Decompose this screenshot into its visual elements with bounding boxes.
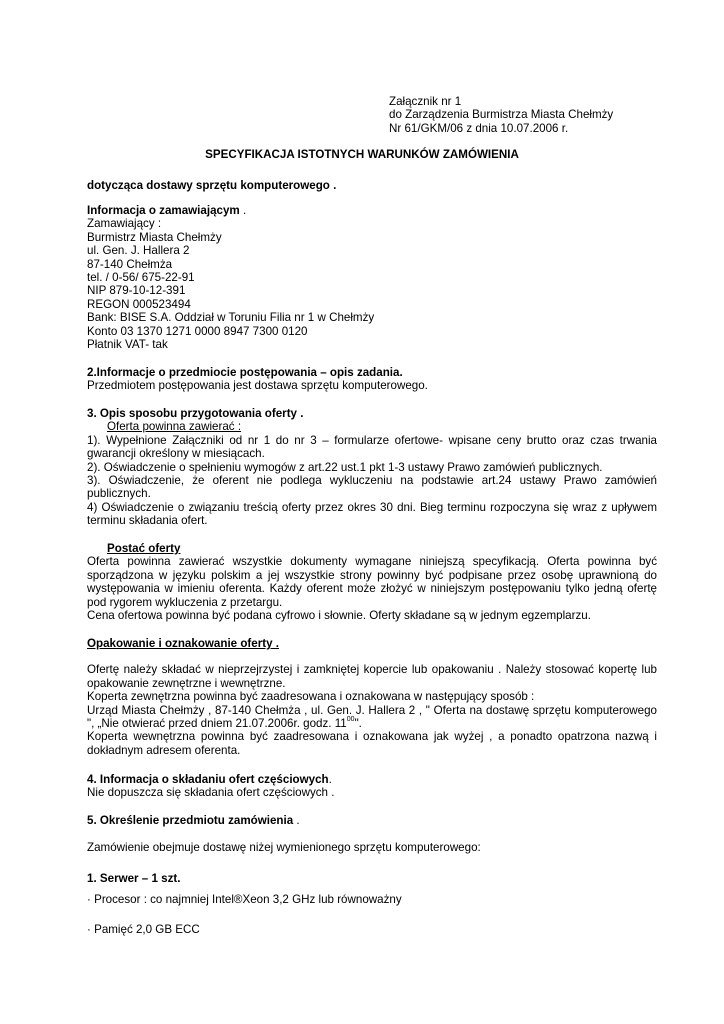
annex-line: Załącznik nr 1 [389,95,462,108]
annex-line: Nr 61/GKM/06 z dnia 10.07.2006 r. [389,121,569,135]
address-text-end: ". [354,717,362,731]
packaging-section [87,637,657,757]
section-4 [87,773,657,800]
section-heading [87,204,657,217]
paragraph: Cena ofertowa powinna być podana cyfrowo i słownie. Oferty składane są w jednym egzemplarzu. [87,609,591,623]
subheading: Oferta powinna zawierać : [107,420,242,434]
address-text: Urząd Miasta Chełmży , 87-140 Chełmża , ul. Gen. J. Hallera 2 , " Oferta na dostawę sprzętu komputerowego ", „Nie otwierać przed dniem 21.07.2006r. godz. 11 [87,703,657,731]
info-line: NIP 879-10-12-391 [87,284,186,298]
heading-text: Informacja o zamawiającym [87,204,240,217]
annex-note [389,95,689,135]
annex-line: do Zarządzenia Burmistrza Miasta Chełmży [389,108,614,122]
paragraph: Oferta powinna zawierać wszystkie dokumenty wymagane niniejszą specyfikacją. Oferta powinna być sporządzona w języku polskim a jej wszystkie strony powinny być podpisane przez osobę uprawnioną do występowania w imieniu oferenta. Każdy oferent może złożyć w niniejszym postępowaniu tylko jedną ofertę pod rygorem wykluczenia z przetargu. [87,555,657,609]
section-5 [87,814,657,827]
section-5-text: Zamówienie obejmuje dostawę niżej wymienionego sprzętu komputerowego: [87,841,481,854]
server-heading: 1. Serwer – 1 szt. [87,872,181,885]
list-item: 2). Oświadczenie o spełnieniu wymogów z art.22 ust.1 pkt 1-3 ustawy Prawo zamówień publicznych. [87,460,603,474]
paragraph: Koperta wewnętrzna powinna być zaadresowana i oznakowana jak wyżej , a ponadto opatrzona nazwą i dokładnym adresem oferenta. [87,730,657,757]
section-heading: Opakowanie i oznakowanie oferty . [87,637,279,650]
heading-suffix: . [293,814,300,827]
paragraph: Koperta zewnętrzna powinna być zaadresowana i oznakowana w następujący sposób : [87,690,535,704]
spec-item: · Procesor : co najmniej Intel®Xeon 3,2 GHz lub równoważny [87,893,402,906]
info-line: REGON 000523494 [87,297,191,311]
info-line: Zamawiający : [87,217,162,231]
info-line: Płatnik VAT- tak [87,338,168,352]
spec-item: · Pamięć 2,0 GB ECC [87,923,200,936]
info-line: 87-140 Chełmża [87,257,173,271]
document-subtitle: dotycząca dostawy sprzętu komputerowego . [87,179,337,192]
section-2 [87,366,657,393]
ordering-party-section [87,204,657,351]
section-text: Nie dopuszcza się składania ofert częściowych . [87,786,335,800]
section-heading [87,814,657,827]
section-heading [87,773,657,786]
section-3 [87,407,657,528]
info-line: Burmistrz Miasta Chełmży [87,230,222,244]
offer-form-section [87,542,657,622]
section-text: Przedmiotem postępowania jest dostawa sprzętu komputerowego. [87,379,428,393]
heading-suffix: . [239,204,247,217]
superscript: 00 [346,716,355,724]
list-item: 1). Wypełnione Załączniki od nr 1 do nr 3 – formularze ofertowe- wpisane ceny brutto oraz czas trwania gwarancji określony w miesiącach. [87,433,657,461]
list-item: 4) Oświadczenie o związaniu treścią oferty przez okres 30 dni. Bieg terminu rozpoczyna się wraz z upływem terminu składania ofert. [87,500,657,528]
info-line: tel. / 0-56/ 675-22-91 [87,271,195,285]
address-paragraph [87,704,657,731]
info-line: Konto 03 1370 1271 0000 8947 7300 0120 [87,324,308,338]
paragraph: Ofertę należy składać w nieprzejrzystej i zamkniętej kopercie lub opakowaniu . Należy stosować kopertę lub opakowanie zewnętrzne i wewnętrzne. [87,663,657,690]
heading-suffix: . [328,773,332,786]
list-item: 3). Oświadczenie, że oferent nie podlega wykluczeniu na podstawie art.24 ustawy Prawo zamówień publicznych. [87,474,657,501]
document-title: SPECYFIKACJA ISTOTNYCH WARUNKÓW ZAMÓWIENIA [205,148,519,161]
section-heading: 3. Opis sposobu przygotowania oferty . [87,407,304,420]
heading-text: 4. Informacja o składaniu ofert częściowych [87,773,329,786]
section-heading: 2.Informacje o przedmiocie postępowania – opis zadania. [87,366,403,379]
info-line: ul. Gen. J. Hallera 2 [87,244,190,258]
heading-text: 5. Określenie przedmiotu zamówienia [87,814,294,827]
subheading: Postać oferty [107,542,181,555]
info-line: Bank: BISE S.A. Oddział w Toruniu Filia nr 1 w Chełmży [87,311,375,325]
